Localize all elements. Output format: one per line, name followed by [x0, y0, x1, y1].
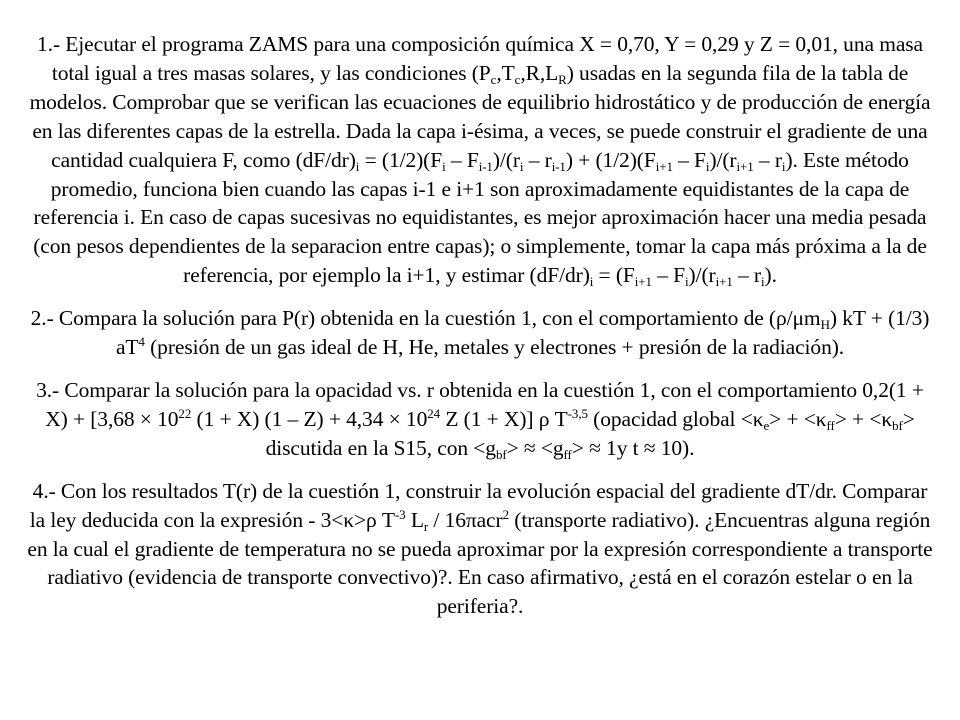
q1-text: ). — [764, 263, 777, 288]
q1-text: ). Este método promedio, funciona bien cuando las capas i-1 e i+1 son aproximadamente equidistantes de la capa de referencia i. En caso de capas sucesivas no equidistantes, es mejor aproximación hacer una media pesada (con pesos dependientes de la separacion entre capas); o simplemente, tomar la capa más próxima a la de referencia, por ejemplo la i+1, y estimar (dF/dr) — [33, 147, 927, 288]
q1-text: = (F — [593, 263, 635, 288]
q1-subscript: c — [490, 71, 497, 87]
q3-text: > + <κ — [769, 406, 827, 431]
q1-text: – r — [732, 263, 761, 288]
q1-text: – r — [753, 147, 782, 172]
q1-subscript: i — [761, 274, 765, 290]
q4-text: L — [405, 507, 424, 532]
q1-text: ,T — [496, 60, 515, 85]
q3-subscript: ff — [826, 417, 835, 433]
q4-text: / 16πacr — [428, 507, 503, 532]
q1-subscript: i — [685, 274, 689, 290]
q2-text: ) kT + (1/3) aT — [115, 306, 930, 360]
q3-text: > discutida en la S15, con <g — [265, 406, 915, 460]
q3-text: > ≈ <g — [506, 435, 564, 460]
exercise-sheet — [24, 30, 936, 621]
q1-text: = (1/2)(F — [359, 147, 443, 172]
q1-subscript: c — [514, 71, 521, 87]
q1-subscript: R — [558, 71, 567, 87]
q3-text: 3.- Comparar la solución para la opacidad vs. r obtenida en la cuestión 1, con el comportamiento 0,2(1 + X) + [3,68 × 10 — [36, 377, 924, 431]
q1-text: – F — [445, 147, 479, 172]
q4-superscript: -3 — [394, 506, 406, 522]
q3-superscript: 24 — [427, 405, 441, 421]
q2-superscript: 4 — [138, 334, 145, 350]
q4-subscript: r — [423, 518, 429, 534]
q1-subscript: i — [781, 158, 786, 174]
q3-superscript: 22 — [178, 405, 192, 421]
q1-text: ) + (1/2)(F — [565, 147, 656, 172]
q3-subscript: e — [763, 417, 770, 433]
question-2 — [24, 304, 936, 362]
q1-subscript: i — [355, 158, 360, 174]
q1-subscript: i — [442, 158, 446, 174]
q3-text: > ≈ 1y t ≈ 10). — [571, 435, 695, 460]
q3-text: (1 + X) (1 – Z) + 4,34 × 10 — [191, 406, 428, 431]
q1-text: )/(r — [688, 263, 716, 288]
question-3 — [24, 376, 936, 463]
q1-text: ,R,L — [520, 60, 559, 85]
q1-text: ) usadas en la segunda fila de la tabla de modelos. Comprobar que se verifican las ecuaciones de equilibrio hidrostático y de producción de energía en las diferentes capas de la estrella. Dada la capa i-ésima, a veces, se puede construir el gradiente de una cantidad cualquiera F, como (dF/dr) — [29, 60, 931, 172]
q1-text: )/(r — [492, 147, 520, 172]
q3-subscript: bf — [495, 446, 507, 462]
q1-text: )/(r — [709, 147, 737, 172]
q4-text: 4.- Con los resultados T(r) de la cuestión 1, construir la evolución espacial del gradiente dT/dr. Comparar la ley deducida con la expresión - 3<κ>ρ T — [29, 478, 928, 532]
q1-text: – F — [651, 263, 685, 288]
q1-subscript: i+1 — [634, 274, 652, 290]
q3-subscript: bf — [892, 417, 903, 433]
q2-text: (presión de un gas ideal de H, He, metales y electrones + presión de la radiación). — [144, 335, 845, 360]
q3-superscript: -3,5 — [567, 405, 588, 421]
q1-text: – r — [523, 147, 552, 172]
q3-subscript: ff — [563, 446, 572, 462]
q3-text: (opacidad global <κ — [587, 406, 764, 431]
question-4 — [24, 477, 936, 622]
q1-subscript: i+1 — [736, 158, 754, 174]
q1-subscript: i — [705, 158, 710, 174]
q3-text: > + <κ — [834, 406, 893, 431]
q2-subscript: H — [820, 317, 830, 333]
q3-text: Z (1 + X)] ρ T — [440, 406, 568, 431]
q1-subscript: i — [589, 274, 594, 290]
q1-subscript: i+1 — [715, 274, 733, 290]
question-1 — [24, 30, 936, 290]
q1-subscript: i-1 — [478, 158, 493, 174]
q4-text: (transporte radiativo). ¿Encuentras alguna región en la cual el gradiente de temperatura no se pueda aproximar por la expresión correspondiente a transporte radiativo (evidencia de transporte convectivo)?. En caso afirmativo, ¿está en el corazón estelar o en la periferia?. — [27, 507, 933, 619]
q1-subscript: i-1 — [551, 158, 566, 174]
q1-text: – F — [672, 147, 706, 172]
q2-text: 2.- Compara la solución para P(r) obtenida en la cuestión 1, con el comportamiento de (ρ/μm — [30, 306, 821, 331]
q4-superscript: 2 — [502, 506, 509, 522]
q1-subscript: i — [519, 158, 524, 174]
q1-subscript: i+1 — [655, 158, 673, 174]
q1-text: 1.- Ejecutar el programa ZAMS para una composición química X = 0,70, Y = 0,29 y Z = 0,01, una masa total igual a tres masas solares, y las condiciones (P — [37, 32, 923, 85]
